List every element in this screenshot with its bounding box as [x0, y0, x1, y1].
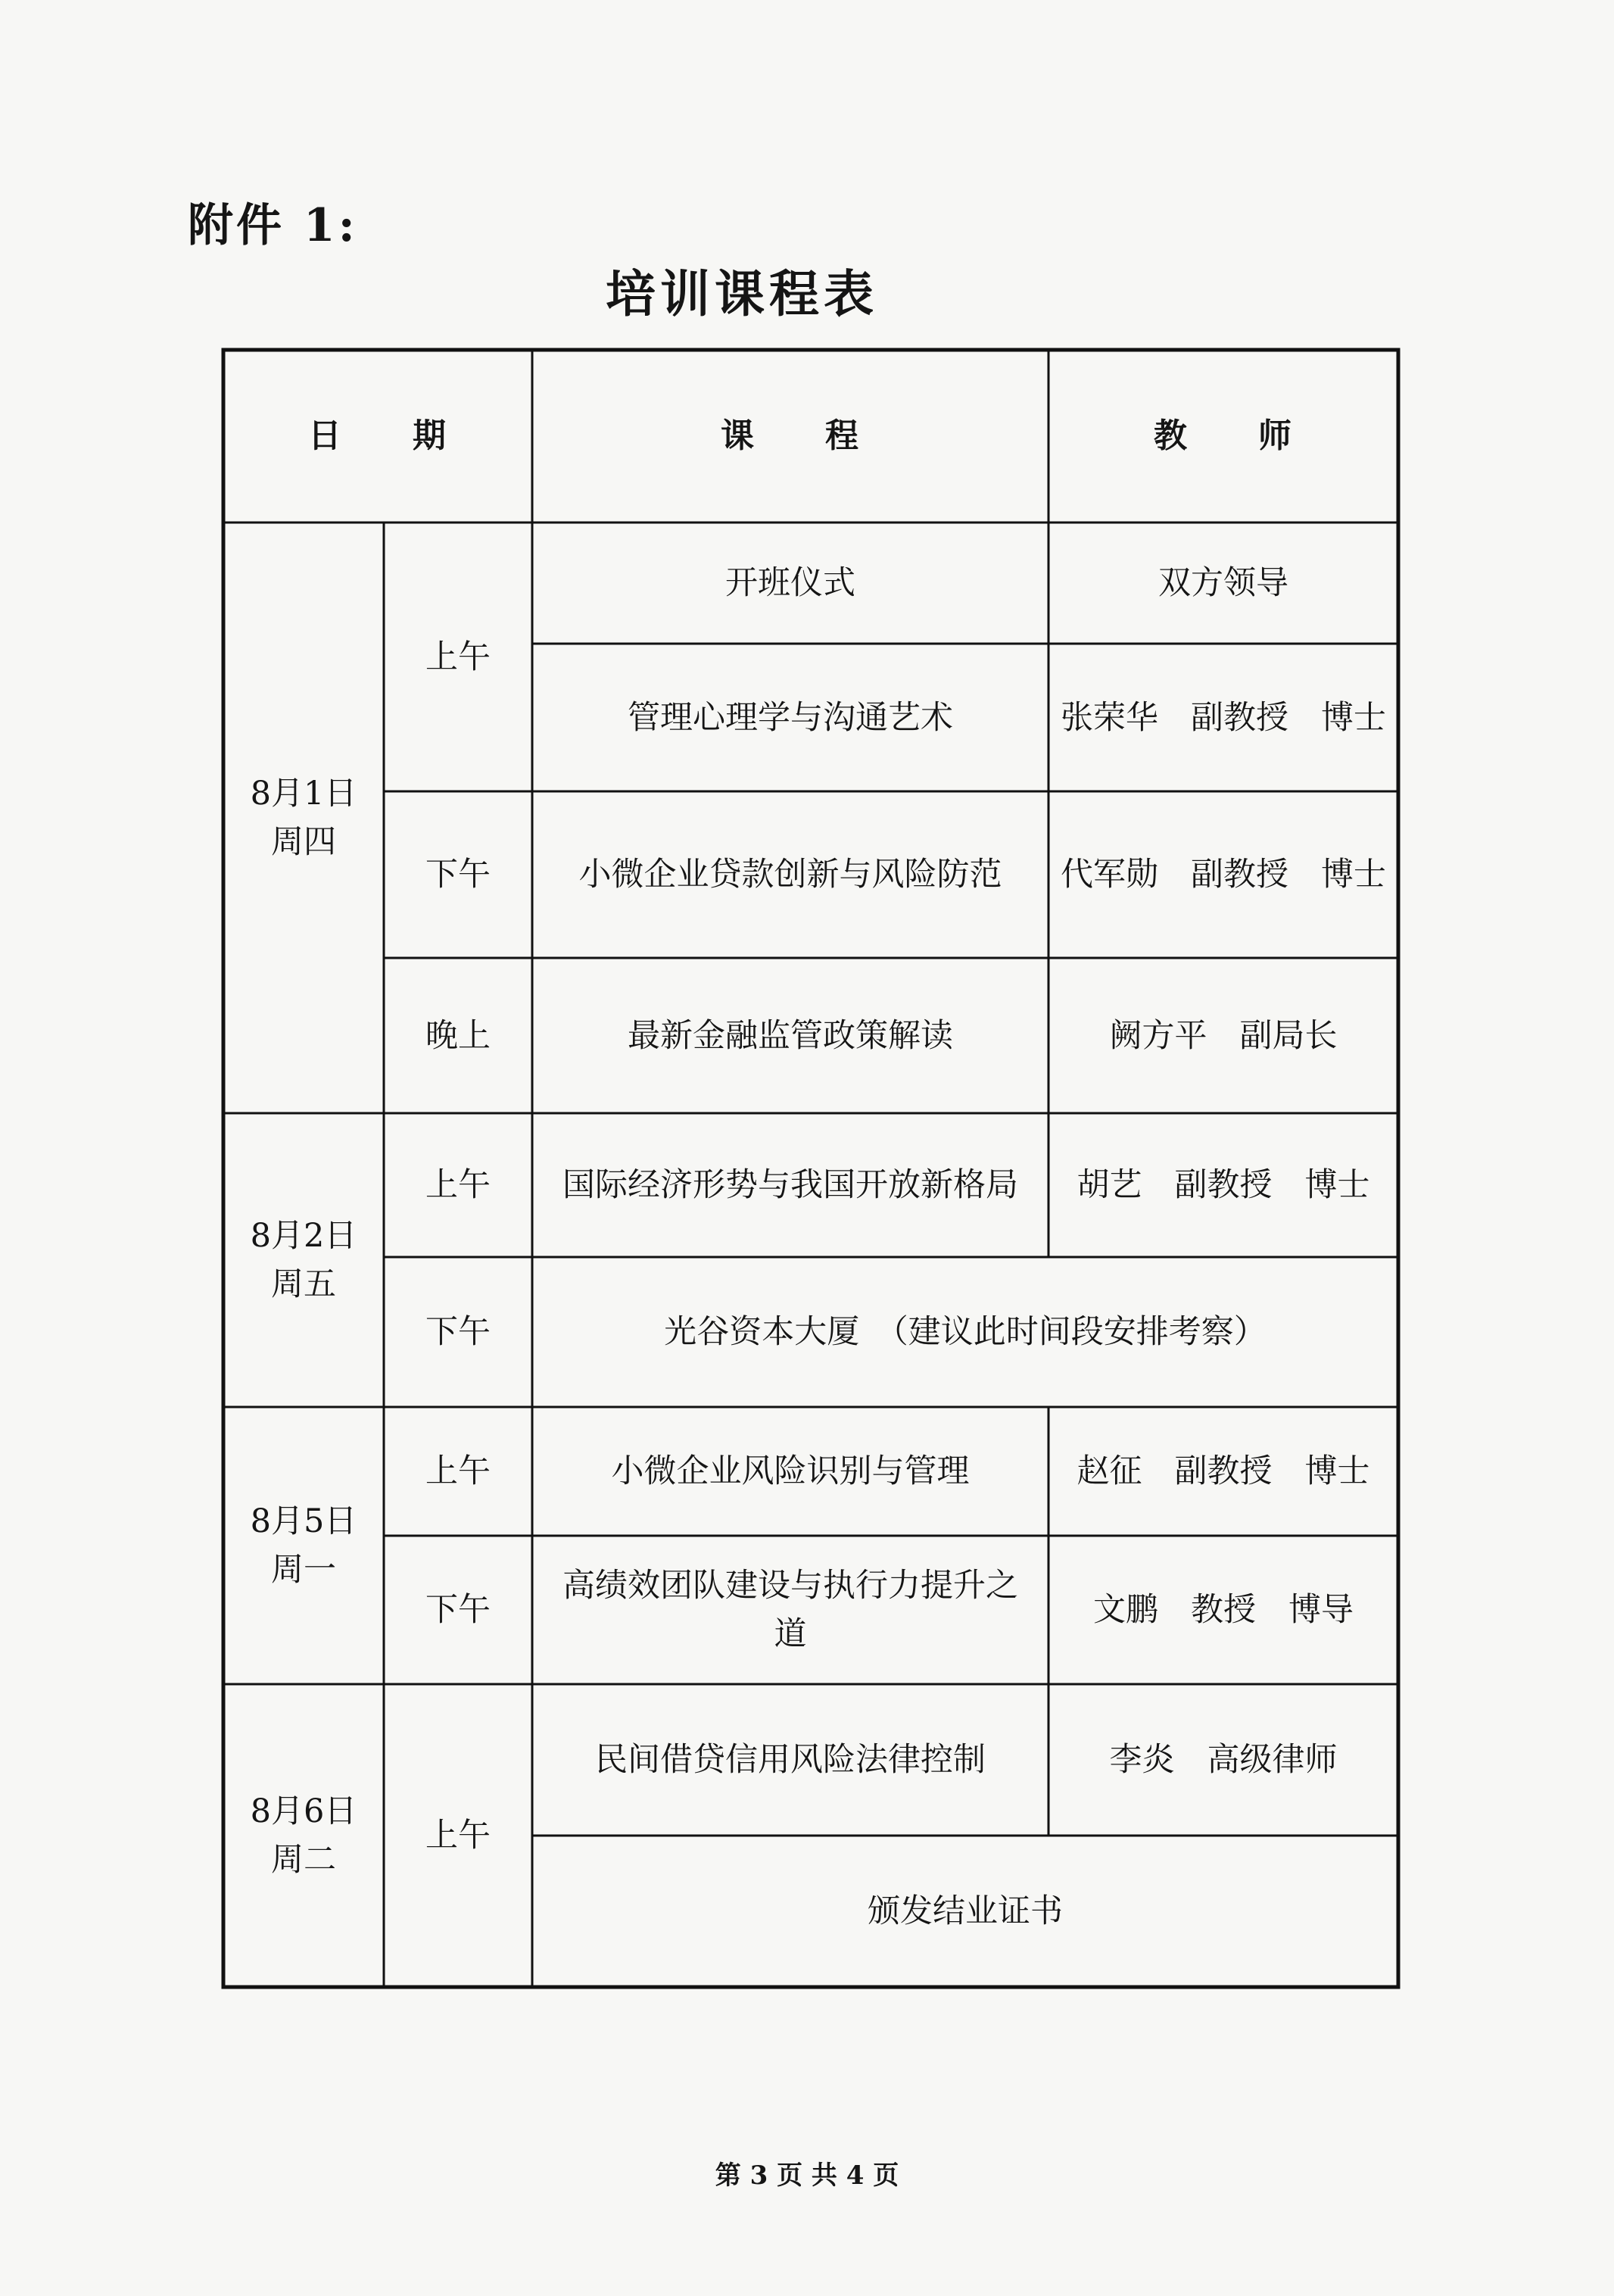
date-cell: 8月5日 周一 [250, 1502, 357, 1589]
teacher-cell: 胡艺 副教授 博士 [1077, 1166, 1370, 1204]
teacher-cell: 文鹏 教授 博导 [1093, 1591, 1354, 1629]
course-cell: 最新金融监管政策解读 [628, 1016, 953, 1055]
header-date: 日 期 [308, 416, 447, 455]
teacher-cell: 张荣华 副教授 博士 [1061, 698, 1386, 737]
attachment-label: 附件 1: [188, 199, 358, 252]
period-cell: 下午 [425, 856, 491, 894]
header-course: 课 程 [721, 416, 860, 455]
date-cell: 8月6日 周二 [250, 1792, 357, 1879]
period-cell: 上午 [425, 1166, 491, 1204]
teacher-cell: 李炎 高级律师 [1109, 1741, 1338, 1779]
period-cell: 上午 [425, 1817, 491, 1855]
course-cell: 国际经济形势与我国开放新格局 [562, 1166, 1018, 1204]
course-cell: 开班仪式 [725, 564, 855, 602]
period-cell: 下午 [425, 1591, 491, 1629]
course-cell: 小微企业贷款创新与风险防范 [578, 856, 1002, 894]
document-title: 培训课程表 [606, 264, 878, 323]
header-teacher: 教 师 [1154, 416, 1293, 455]
date-cell: 8月1日 周四 [250, 775, 357, 861]
teacher-cell: 赵征 副教授 博士 [1077, 1452, 1370, 1490]
course-cell-merged: 光谷资本大厦 （建议此时间段安排考察） [664, 1313, 1267, 1351]
period-cell: 下午 [425, 1313, 491, 1351]
teacher-cell: 阙方平 副局长 [1109, 1016, 1338, 1055]
course-cell: 管理心理学与沟通艺术 [628, 698, 953, 737]
course-cell: 高绩效团队建设与执行力提升之 道 [562, 1567, 1018, 1653]
date-cell: 8月2日 周五 [250, 1217, 357, 1303]
period-cell: 上午 [425, 638, 491, 676]
period-cell: 晚上 [425, 1016, 491, 1055]
course-cell: 小微企业风险识别与管理 [611, 1452, 970, 1490]
course-cell-merged: 颁发结业证书 [868, 1892, 1063, 1930]
teacher-cell: 代军勋 副教授 博士 [1061, 856, 1386, 894]
teacher-cell: 双方领导 [1158, 564, 1288, 602]
course-cell: 民间借贷信用风险法律控制 [595, 1741, 986, 1779]
period-cell: 上午 [425, 1452, 491, 1490]
page-footer: 第 3 页 共 4 页 [715, 2160, 899, 2191]
